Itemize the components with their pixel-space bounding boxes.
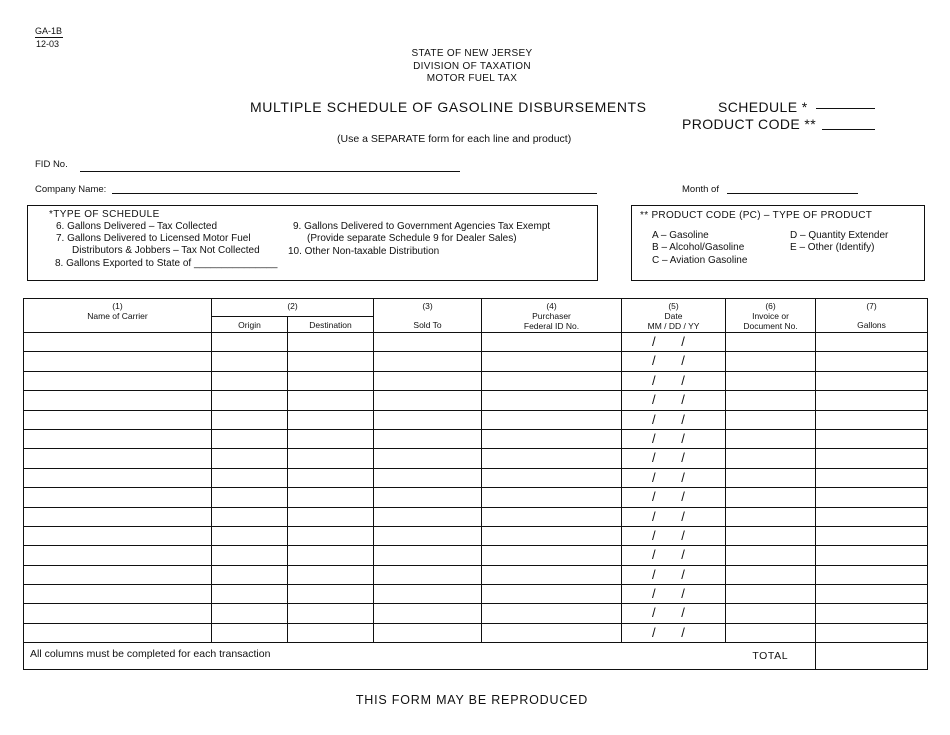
product-option: B – Alcohol/Gasoline (652, 242, 745, 253)
date-slashes: / / (652, 411, 696, 427)
purchaser-fid-input[interactable] (482, 371, 622, 390)
col-number: (3) (422, 301, 433, 311)
date-slashes: / / (652, 353, 696, 369)
col-label: Name of Carrier (87, 311, 148, 321)
product-code-label: PRODUCT CODE ** (682, 116, 817, 132)
schedule-option: 8. Gallons Exported to State of _______________ (55, 258, 278, 269)
invoice-input[interactable] (726, 623, 816, 642)
carrier-input[interactable] (24, 488, 212, 507)
purchaser-fid-input[interactable] (482, 352, 622, 371)
destination-input[interactable] (288, 391, 374, 410)
gallons-input[interactable] (816, 352, 928, 371)
destination-input[interactable] (288, 565, 374, 584)
origin-input[interactable] (212, 546, 288, 565)
date-input[interactable] (622, 565, 726, 584)
gallons-input[interactable] (816, 371, 928, 390)
carrier-input[interactable] (24, 526, 212, 545)
destination-input[interactable] (288, 623, 374, 642)
origin-input[interactable] (212, 371, 288, 390)
destination-input[interactable] (288, 585, 374, 604)
date-input[interactable] (622, 623, 726, 642)
date-slashes: / / (652, 586, 696, 602)
purchaser-fid-input[interactable] (482, 565, 622, 584)
invoice-input[interactable] (726, 410, 816, 429)
carrier-input[interactable] (24, 565, 212, 584)
destination-input[interactable] (288, 410, 374, 429)
purchaser-fid-input[interactable] (482, 526, 622, 545)
table-row (24, 410, 928, 429)
sold-to-input[interactable] (374, 488, 482, 507)
gallons-input[interactable] (816, 391, 928, 410)
date-slashes: / / (652, 489, 696, 505)
gallons-input[interactable] (816, 526, 928, 545)
table-row (24, 526, 928, 545)
table-row (24, 546, 928, 565)
origin-input[interactable] (212, 604, 288, 623)
product-code-input[interactable] (822, 129, 875, 130)
date-input[interactable] (622, 410, 726, 429)
header-state: STATE OF NEW JERSEY (411, 48, 533, 59)
invoice-input[interactable] (726, 391, 816, 410)
origin-input[interactable] (212, 565, 288, 584)
destination-input[interactable] (288, 429, 374, 448)
page-title: MULTIPLE SCHEDULE OF GASOLINE DISBURSEMENTS (250, 99, 647, 115)
total-label-cell (726, 643, 816, 670)
purchaser-fid-input[interactable] (482, 429, 622, 448)
origin-input[interactable] (212, 333, 288, 352)
carrier-input[interactable] (24, 371, 212, 390)
col-number: (7) (866, 301, 877, 311)
destination-input[interactable] (288, 488, 374, 507)
gallons-input[interactable] (816, 585, 928, 604)
date-slashes: / / (652, 334, 696, 349)
sold-to-input[interactable] (374, 526, 482, 545)
col-number: (2) (287, 301, 298, 311)
date-input[interactable] (622, 468, 726, 487)
date-slashes: / / (652, 450, 696, 466)
carrier-input[interactable] (24, 333, 212, 352)
gallons-input[interactable] (816, 604, 928, 623)
sold-to-input[interactable] (374, 623, 482, 642)
gallons-input[interactable] (816, 488, 928, 507)
sold-to-input[interactable] (374, 468, 482, 487)
date-slashes: / / (652, 469, 696, 485)
company-input[interactable] (112, 193, 597, 194)
month-label: Month of (682, 184, 719, 195)
origin-input[interactable] (212, 429, 288, 448)
carrier-input[interactable] (24, 585, 212, 604)
col-label: Federal ID No. (523, 321, 580, 331)
col-route-header (212, 299, 374, 317)
date-input[interactable] (622, 546, 726, 565)
product-option: C – Aviation Gasoline (652, 255, 748, 266)
date-slashes: / / (652, 566, 696, 582)
col-number: (6) (765, 301, 776, 311)
date-slashes: / / (652, 508, 696, 524)
purchaser-fid-input[interactable] (482, 585, 622, 604)
date-slashes: / / (652, 527, 696, 543)
date-slashes: / / (652, 392, 696, 408)
sold-to-input[interactable] (374, 585, 482, 604)
month-input[interactable] (727, 193, 858, 194)
company-label: Company Name: (35, 184, 107, 195)
origin-input[interactable] (212, 526, 288, 545)
gallons-input[interactable] (816, 410, 928, 429)
date-input[interactable] (622, 585, 726, 604)
reproduce-notice: THIS FORM MAY BE REPRODUCED (355, 693, 589, 707)
date-input[interactable] (622, 352, 726, 371)
table-row (24, 429, 928, 448)
table-row (24, 391, 928, 410)
date-input[interactable] (622, 604, 726, 623)
form-code: GA-1B (35, 26, 63, 36)
table-row (24, 352, 928, 371)
product-option: A – Gasoline (652, 230, 709, 241)
gallons-input[interactable] (816, 449, 928, 468)
col-destination-header: Destination (288, 317, 374, 333)
purchaser-fid-input[interactable] (482, 449, 622, 468)
footer-note-cell (24, 643, 726, 670)
origin-input[interactable] (212, 468, 288, 487)
invoice-input[interactable] (726, 526, 816, 545)
product-option: E – Other (Identify) (790, 242, 875, 253)
col-gallons-header (816, 299, 928, 333)
origin-input[interactable] (212, 507, 288, 526)
carrier-input[interactable] (24, 468, 212, 487)
total-gallons-input[interactable] (816, 643, 928, 670)
col-label: Date (664, 311, 683, 321)
date-slashes: / / (652, 547, 696, 563)
invoice-input[interactable] (726, 488, 816, 507)
carrier-input[interactable] (24, 391, 212, 410)
purchaser-fid-input[interactable] (482, 410, 622, 429)
header-tax: MOTOR FUEL TAX (426, 73, 518, 84)
col-number: (5) (668, 301, 679, 311)
origin-input[interactable] (212, 410, 288, 429)
col-origin-header: Origin (212, 317, 288, 333)
table-row (24, 585, 928, 604)
invoice-input[interactable] (726, 546, 816, 565)
carrier-input[interactable] (24, 352, 212, 371)
sold-to-input[interactable] (374, 565, 482, 584)
form-date: 12-03 (36, 39, 60, 49)
form-code-divider (35, 37, 63, 38)
gallons-input[interactable] (816, 623, 928, 642)
origin-input[interactable] (212, 488, 288, 507)
col-date-header (622, 299, 726, 333)
schedule-option: 9. Gallons Delivered to Government Agencies Tax Exempt (293, 221, 551, 232)
col-carrier-header (24, 299, 212, 333)
origin-input[interactable] (212, 391, 288, 410)
fid-label: FID No. (35, 159, 68, 170)
col-sold-to-header (374, 299, 482, 333)
schedule-option: 10. Other Non-taxable Distribution (288, 246, 440, 257)
purchaser-fid-input[interactable] (482, 623, 622, 642)
table-row (24, 565, 928, 584)
instruction-text: (Use a SEPARATE form for each line and product) (337, 133, 572, 145)
schedule-input[interactable] (816, 108, 875, 109)
fid-input[interactable] (80, 171, 460, 172)
date-input[interactable] (622, 488, 726, 507)
destination-input[interactable] (288, 526, 374, 545)
date-input[interactable] (622, 429, 726, 448)
date-input[interactable] (622, 526, 726, 545)
date-input[interactable] (622, 507, 726, 526)
schedule-label: SCHEDULE * (718, 99, 808, 115)
table-row (24, 371, 928, 390)
sold-to-input[interactable] (374, 429, 482, 448)
invoice-input[interactable] (726, 468, 816, 487)
carrier-input[interactable] (24, 623, 212, 642)
purchaser-fid-input[interactable] (482, 468, 622, 487)
schedule-option: Distributors & Jobbers – Tax Not Collected (72, 245, 260, 256)
col-purchaser-header (482, 299, 622, 333)
invoice-input[interactable] (726, 333, 816, 352)
destination-input[interactable] (288, 333, 374, 352)
sold-to-input[interactable] (374, 333, 482, 352)
sold-to-input[interactable] (374, 410, 482, 429)
carrier-input[interactable] (24, 429, 212, 448)
date-input[interactable] (622, 333, 726, 352)
sold-to-input[interactable] (374, 371, 482, 390)
date-slashes: / / (652, 605, 696, 621)
purchaser-fid-input[interactable] (482, 333, 622, 352)
col-label: Purchaser (532, 311, 571, 321)
invoice-input[interactable] (726, 604, 816, 623)
destination-input[interactable] (288, 449, 374, 468)
origin-input[interactable] (212, 623, 288, 642)
sold-to-input[interactable] (374, 604, 482, 623)
table-row (24, 468, 928, 487)
col-label: Sold To (413, 320, 442, 330)
invoice-input[interactable] (726, 429, 816, 448)
gallons-input[interactable] (816, 429, 928, 448)
col-number: (1) (112, 301, 123, 311)
invoice-input[interactable] (726, 565, 816, 584)
carrier-input[interactable] (24, 449, 212, 468)
date-input[interactable] (622, 371, 726, 390)
schedule-type-title: *TYPE OF SCHEDULE (49, 209, 160, 220)
purchaser-fid-input[interactable] (482, 488, 622, 507)
origin-input[interactable] (212, 352, 288, 371)
destination-input[interactable] (288, 604, 374, 623)
header-division: DIVISION OF TAXATION (413, 61, 531, 72)
schedule-option: (Provide separate Schedule 9 for Dealer Sales) (307, 233, 517, 244)
destination-input[interactable] (288, 546, 374, 565)
gallons-input[interactable] (816, 507, 928, 526)
invoice-input[interactable] (726, 507, 816, 526)
footer-note: All columns must be completed for each transaction (30, 648, 271, 661)
carrier-input[interactable] (24, 604, 212, 623)
table-row (24, 623, 928, 642)
origin-input[interactable] (212, 449, 288, 468)
table-row (24, 449, 928, 468)
date-slashes: / / (652, 430, 696, 446)
purchaser-fid-input[interactable] (482, 604, 622, 623)
sold-to-input[interactable] (374, 507, 482, 526)
gallons-input[interactable] (816, 333, 928, 352)
destination-input[interactable] (288, 371, 374, 390)
table-row (24, 507, 928, 526)
date-slashes: / / (652, 372, 696, 388)
invoice-input[interactable] (726, 449, 816, 468)
total-label: TOTAL (752, 650, 789, 663)
table-row (24, 604, 928, 623)
date-slashes: / / (652, 624, 696, 640)
date-input[interactable] (622, 449, 726, 468)
invoice-input[interactable] (726, 352, 816, 371)
purchaser-fid-input[interactable] (482, 546, 622, 565)
destination-input[interactable] (288, 507, 374, 526)
gallons-input[interactable] (816, 468, 928, 487)
carrier-input[interactable] (24, 507, 212, 526)
purchaser-fid-input[interactable] (482, 507, 622, 526)
col-label: MM / DD / YY (647, 321, 700, 331)
origin-input[interactable] (212, 585, 288, 604)
table-row (24, 333, 928, 352)
schedule-option: 6. Gallons Delivered – Tax Collected (56, 221, 218, 232)
table-row (24, 488, 928, 507)
destination-input[interactable] (288, 352, 374, 371)
col-label: Invoice or (752, 311, 789, 321)
col-label: Document No. (743, 321, 798, 331)
destination-input[interactable] (288, 468, 374, 487)
col-invoice-header (726, 299, 816, 333)
gallons-input[interactable] (816, 546, 928, 565)
purchaser-fid-input[interactable] (482, 391, 622, 410)
sold-to-input[interactable] (374, 546, 482, 565)
sold-to-input[interactable] (374, 391, 482, 410)
sold-to-input[interactable] (374, 449, 482, 468)
carrier-input[interactable] (24, 546, 212, 565)
invoice-input[interactable] (726, 585, 816, 604)
date-input[interactable] (622, 391, 726, 410)
col-label: Gallons (857, 320, 886, 330)
invoice-input[interactable] (726, 371, 816, 390)
gallons-input[interactable] (816, 565, 928, 584)
carrier-input[interactable] (24, 410, 212, 429)
sold-to-input[interactable] (374, 352, 482, 371)
product-option: D – Quantity Extender (790, 230, 889, 241)
schedule-option: 7. Gallons Delivered to Licensed Motor Fuel (56, 233, 251, 244)
disbursement-table (23, 298, 928, 670)
product-code-title: ** PRODUCT CODE (PC) – TYPE OF PRODUCT (640, 210, 873, 221)
col-number: (4) (546, 301, 557, 311)
